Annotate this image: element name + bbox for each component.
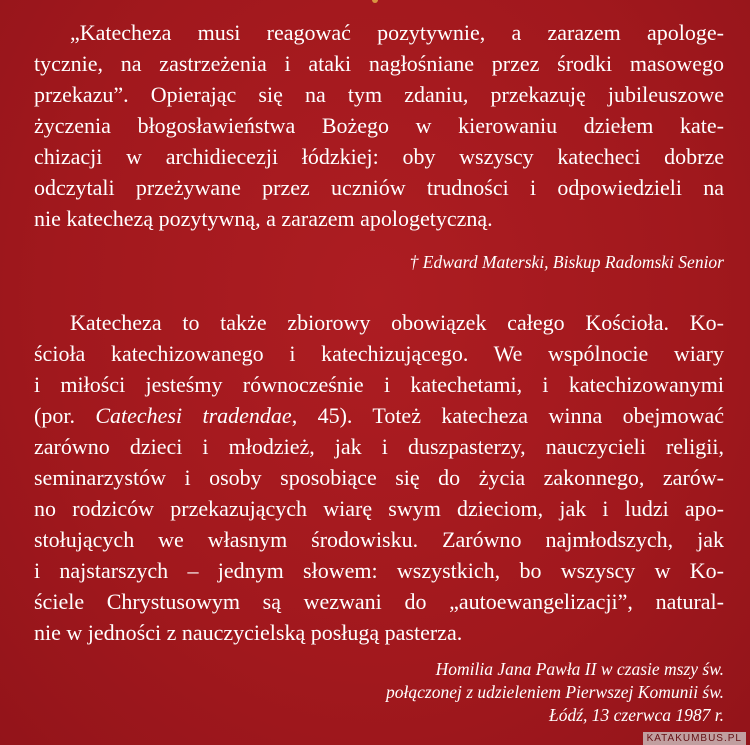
text-line: nie w jedności z nauczycielską posługą pasterza. <box>34 620 463 645</box>
text-line: nie katechezą pozytywną, a zarazem apologetyczną. <box>34 206 493 231</box>
watermark: KATAKUMBUS.PL <box>643 732 746 745</box>
source-line: połączonej z udzieleniem Pierwszej Komunii św. <box>386 682 724 702</box>
source-attribution <box>386 658 724 727</box>
text-line: ścioła katechizowanego i katechizującego. We wspólnocie wiary <box>34 341 724 366</box>
quote-paragraph-2 <box>34 307 724 648</box>
signature-1 <box>410 251 724 274</box>
text-line: seminarzystów i osoby sposobiące się do życia zakonnego, zarów- <box>34 465 724 490</box>
text-line: „Katecheza musi reagować pozytywnie, a zarazem apologe- <box>70 20 724 45</box>
text-line-with-citation <box>34 400 724 431</box>
source-line: Łódź, 13 czerwca 1987 r. <box>548 705 724 725</box>
text-line: odczytali przeżywane przez uczniów trudności i odpowiedzieli na <box>34 175 724 200</box>
text-line: zarówno dzieci i młodzież, jak i duszpasterzy, nauczycieli religii, <box>34 434 724 459</box>
signature-text: † Edward Materski, Biskup Radomski Senior <box>409 252 724 272</box>
text-line: ściele Chrystusowym są wezwani do „autoewangelizacji”, natural- <box>34 589 724 614</box>
source-line: Homilia Jana Pawła II w czasie mszy św. <box>435 659 724 679</box>
text-line: stołujących we własnym środowisku. Zarówno najmłodszych, jak <box>34 527 724 552</box>
text-line: i najstarszych – jednym słowem: wszystkich, bo wszyscy w Ko- <box>34 558 724 583</box>
quote-paragraph-1 <box>34 17 724 234</box>
text-line: przekazu”. Opierając się na tym zdaniu, przekazuję jubileuszowe <box>34 82 724 107</box>
text-line: i miłości jesteśmy równocześnie i katechetami, i katechizowanymi <box>34 372 724 397</box>
text-line: Katecheza to także zbiorowy obowiązek całego Kościoła. Ko- <box>70 310 724 335</box>
citation-prefix: (por. <box>34 403 96 428</box>
citation-title: Catechesi tradendae <box>95 403 292 428</box>
ornament-speck <box>372 0 378 3</box>
text-line: chizacji w archidiecezji łódzkiej: oby wszyscy katecheci dobrze <box>34 144 724 169</box>
text-line: życzenia błogosławieństwa Bożego w kierowaniu dziełem kate- <box>34 113 724 138</box>
citation-suffix: , 45). Toteż katecheza winna obejmować <box>291 403 724 428</box>
text-line: tycznie, na zastrzeżenia i ataki nagłośniane przez środki masowego <box>34 51 724 76</box>
text-line: no rodziców przekazujących wiarę swym dzieciom, jak i ludzi apo- <box>34 496 724 521</box>
